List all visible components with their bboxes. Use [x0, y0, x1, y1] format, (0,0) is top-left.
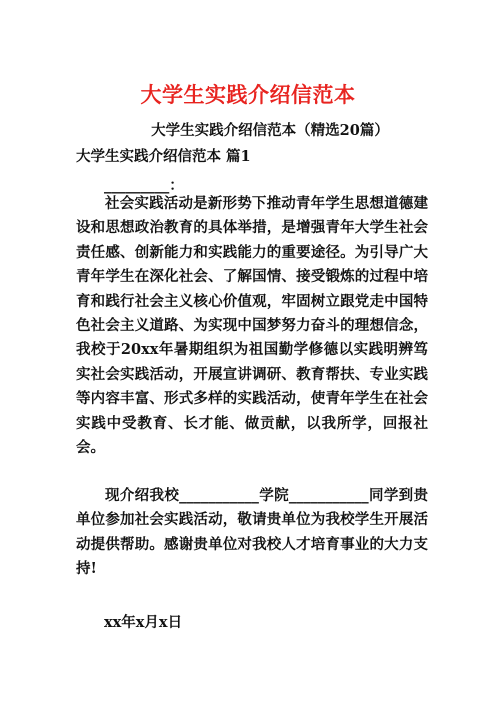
body-paragraph-1: 社会实践活动是新形势下推动青年学生思想道德建设和思想政治教育的具体举措，是增强青年大学生社会责任感、创新能力和实践能力的重要途径。为引导广大青年学生在深化社会、了解国情、接受锻炼的过程中培育和践行社会主义核心价值观，牢固树立跟党走中国特色社会主义道路、为实现中国梦努力奋斗的理想信念，我校于20xx年暑期组织为祖国勤学修德以实践明辨笃实社会实践活动，开展宣讲调研、教育帮扶、专业实践等内容丰富、形式多样的实践活动，使青年学生在社会实践中受教育、长才能、做贡献，以我所学，回报社会。: [76, 195, 428, 457]
document-subtitle: 大学生实践介绍信范本（精选20篇）: [151, 122, 389, 139]
section-heading: 大学生实践介绍信范本 篇1: [76, 148, 251, 165]
salutation-colon: ：: [169, 177, 184, 194]
document-title: 大学生实践介绍信范本: [140, 82, 356, 107]
body-paragraph-2: 现介绍我校___________学院___________同学到贵单位参加社会实践活动，敬请贵单位为我校学生开展活动提供帮助。感谢贵单位对我校人才培育事业的大力支持!: [76, 487, 428, 578]
salutation-blank: _________: [104, 177, 170, 194]
letter-date: xx年x月x日: [104, 614, 183, 631]
